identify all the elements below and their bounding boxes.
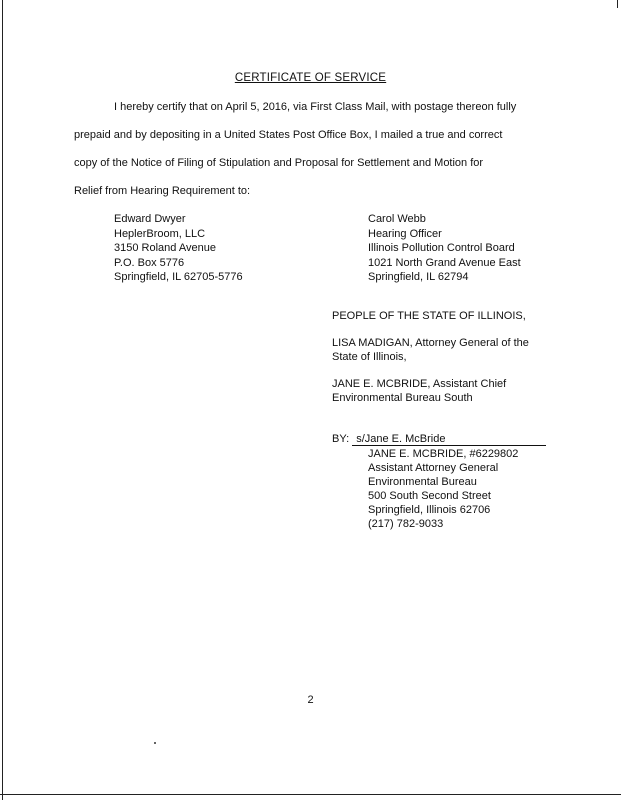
page-number: 2: [307, 694, 314, 706]
attorney-general-block: [332, 336, 529, 364]
scan-edge-left: [2, 0, 3, 800]
chief-line: JANE E. MCBRIDE, Assistant Chief: [332, 378, 507, 390]
attorney-line: JANE E. MCBRIDE, #6229802: [368, 448, 519, 460]
address-line: Carol Webb: [368, 213, 426, 225]
address-line: Illinois Pollution Control Board: [368, 242, 515, 254]
recipient-left-address: [114, 212, 243, 285]
ag-line: LISA MADIGAN, Attorney General of the: [332, 337, 529, 349]
recipient-right-address: [368, 212, 521, 285]
body-line-4: Relief from Hearing Requirement to:: [74, 185, 251, 197]
chief-line: Environmental Bureau South: [332, 392, 473, 404]
attorney-line: 500 South Second Street: [368, 490, 491, 502]
address-line: 3150 Roland Avenue: [114, 242, 216, 254]
scan-speck: [154, 742, 156, 744]
party-line: PEOPLE OF THE STATE OF ILLINOIS,: [332, 310, 526, 322]
body-line-1: I hereby certify that on April 5, 2016, via First Class Mail, with postage thereon fully: [114, 101, 517, 113]
party-name: [332, 309, 526, 323]
signature-line: [332, 433, 546, 446]
attorney-block: [368, 447, 518, 531]
attorney-line: (217) 782-9033: [368, 518, 444, 530]
attorney-line: Springfield, Illinois 62706: [368, 504, 491, 516]
by-label: BY:: [332, 433, 350, 445]
address-line: Edward Dwyer: [114, 213, 186, 225]
address-line: P.O. Box 5776: [114, 256, 185, 269]
certificate-title: CERTIFICATE OF SERVICE: [234, 72, 387, 84]
address-line: Springfield, IL 62705-5776: [114, 271, 243, 283]
body-line-3: copy of the Notice of Filing of Stipulation and Proposal for Settlement and Motion for: [74, 157, 484, 169]
ag-line: State of Illinois,: [332, 351, 407, 363]
address-line: 1021 North Grand Avenue East: [368, 256, 521, 269]
scan-edge-mark: [617, 0, 618, 8]
body-line-2: prepaid and by depositing in a United States Post Office Box, I mailed a true and correct: [74, 129, 503, 141]
scan-edge-bottom: [0, 794, 621, 795]
attorney-line: Assistant Attorney General: [368, 462, 499, 474]
address-line: Springfield, IL 62794: [368, 271, 469, 283]
address-line: Hearing Officer: [368, 227, 442, 240]
signature-name: s/Jane E. McBride: [352, 433, 546, 446]
assistant-chief-block: [332, 377, 506, 405]
attorney-line: Environmental Bureau: [368, 476, 477, 488]
address-line: HeplerBroom, LLC: [114, 227, 206, 240]
